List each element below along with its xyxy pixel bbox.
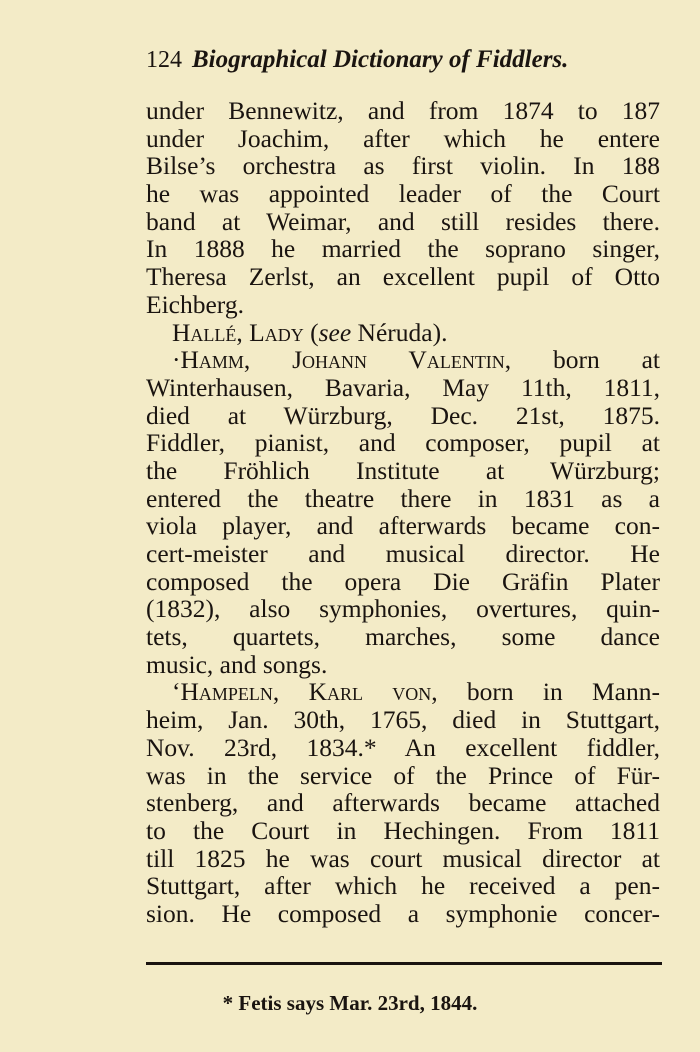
cross-reference: Néruda).	[351, 317, 448, 347]
entry-paren: (	[310, 317, 319, 347]
text-line: sion. He composed a symphonie concer-	[146, 898, 660, 928]
entry-headword: Hampeln, Karl von,	[180, 677, 438, 707]
entry-headword: Hallé, Lady	[172, 317, 304, 347]
text-line: was in the service of the Prince of Für-	[146, 760, 660, 790]
hampeln-entry-first-line	[146, 678, 660, 706]
text-line: tets, quartets, marches, some dance	[146, 622, 660, 652]
text-line: Stuttgart, after which he received a pen-	[146, 871, 660, 901]
text-line: the Fröhlich Institute at Würzburg;	[146, 455, 660, 485]
text-line: Winterhausen, Bavaria, May 11th, 1811,	[146, 372, 660, 402]
running-title: Biographical Dictionary of Fiddlers.	[192, 46, 569, 73]
footnote: * Fetis says Mar. 23rd, 1844.	[222, 991, 478, 1015]
text-line: viola player, and afterwards became con-	[146, 511, 660, 541]
text-line: In 1888 he married the soprano singer,	[146, 234, 660, 264]
see-reference: see	[318, 317, 352, 347]
entry-headword: Hamm, Johann Valentin,	[180, 345, 512, 375]
text-line: under Joachim, after which he entere	[146, 123, 660, 153]
entry-mark: ·	[172, 345, 181, 375]
running-head	[146, 44, 666, 76]
text-line: Theresa Zerlst, an excellent pupil of Otto	[146, 262, 660, 292]
text-line: (1832), also symphonies, overtures, quin-	[146, 594, 660, 624]
text-line: died at Würzburg, Dec. 21st, 1875.	[146, 400, 660, 430]
entry-mark: ʻ	[172, 677, 181, 707]
halle-entry	[146, 319, 660, 347]
text-line: Eichberg.	[146, 289, 244, 319]
text-line: Nov. 23rd, 1834.* An excellent fiddler,	[146, 732, 660, 762]
entry-text: born at	[511, 345, 660, 375]
text-line: Bilse’s orchestra as first violin. In 188	[146, 151, 660, 181]
text-line: under Bennewitz, and from 1874 to 187	[146, 96, 660, 125]
text-line: till 1825 he was court musical director at	[146, 843, 660, 873]
text-line: he was appointed leader of the Court	[146, 179, 660, 209]
hamm-entry-first-line	[146, 346, 660, 374]
text-line: heim, Jan. 30th, 1765, died in Stuttgart,	[146, 705, 660, 735]
text-line: to the Court in Hechingen. From 1811	[146, 815, 660, 845]
entry-text: born in Mann-	[437, 677, 660, 707]
text-line: stenberg, and afterwards became attached	[146, 788, 660, 818]
text-line: entered the theatre there in 1831 as a	[146, 483, 660, 513]
text-line: band at Weimar, and still resides there.	[146, 206, 660, 236]
body-text	[146, 97, 660, 928]
text-line: music, and songs.	[146, 649, 328, 679]
footnote-rule	[146, 962, 662, 965]
text-line: Fiddler, pianist, and composer, pupil at	[146, 428, 660, 458]
text-line: composed the opera Die Gräfin Plater	[146, 566, 660, 596]
page-number: 124	[146, 47, 182, 73]
text-line: cert-meister and musical director. He	[146, 539, 660, 568]
